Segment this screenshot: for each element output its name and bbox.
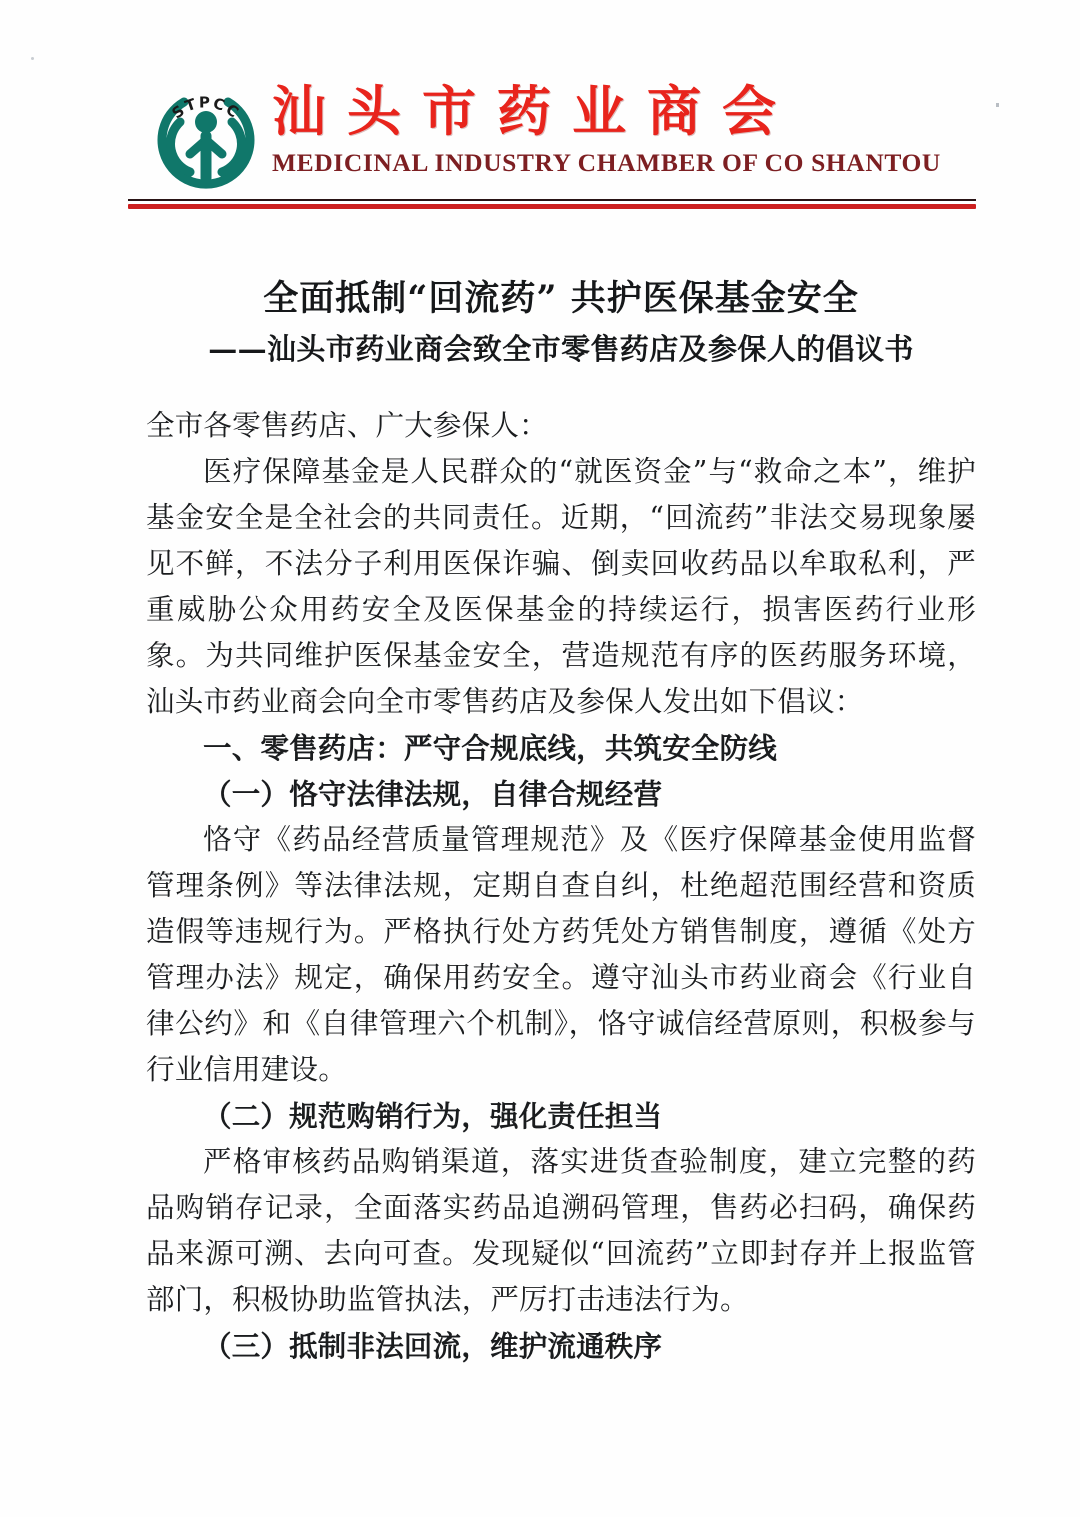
document-subtitle: ——汕头市药业商会致全市零售药店及参保人的倡议书	[208, 331, 914, 366]
org-name-chinese: 汕头市药业商会	[272, 79, 797, 143]
section-heading: 一、零售药店：严守合规底线，共筑安全防线	[203, 730, 778, 765]
document-content	[146, 276, 976, 1369]
paragraph: 医疗保障基金是人民群众的“就医资金”与“救命之本”，维护基金安全是全社会的共同责任。近期，“回流药”非法交易现象屡见不鲜，不法分子利用医保诈骗、倒卖回收药品以牟取私利，严重威胁公众用药安全及医保基金的持续运行，损害医药行业形象。为共同维护医保基金安全，营造规范有序的医药服务环境，汕头市药业商会向全市零售药店及参保人发出如下倡议：	[146, 454, 976, 718]
stpcc-emblem-icon	[146, 78, 266, 198]
document-body	[146, 403, 976, 1369]
paragraph: 恪守《药品经营质量管理规范》及《医疗保障基金使用监督管理条例》等法律法规，定期自查自纠，杜绝超范围经营和资质造假等违规行为。严格执行处方药凭处方销售制度，遵循《处方管理办法》规定，确保用药安全。遵守汕头市药业商会《行业自律公约》和《自律管理六个机制》，恪守诚信经营原则，积极参与行业信用建设。	[146, 822, 976, 1086]
chamber-logo	[146, 78, 266, 198]
subsection-heading: （二）规范购销行为，强化责任担当	[203, 1098, 663, 1133]
org-name-english: MEDICINAL INDUSTRY CHAMBER OF CO SHANTOU	[272, 147, 941, 177]
document-title: 全面抵制“回流药” 共护医保基金安全	[263, 278, 859, 319]
header-rule-red	[128, 204, 976, 209]
salutation: 全市各零售药店、广大参保人：	[146, 408, 548, 442]
organization-names	[272, 80, 992, 178]
subsection-heading: （三）抵制非法回流，维护流通秩序	[203, 1328, 663, 1363]
subsection-heading: （一）恪守法律法规，自律合规经营	[203, 776, 663, 811]
paragraph: 严格审核药品购销渠道，落实进货查验制度，建立完整的药品购销存记录，全面落实药品追溯码管理，售药必扫码，确保药品来源可溯、去向可查。发现疑似“回流药”立即封存并上报监管部门，积极协助监管执法，严厉打击违法行为。	[146, 1144, 976, 1316]
header-rule-dark	[128, 199, 976, 201]
stpcc-arc-text: STPCC	[168, 93, 244, 123]
letterhead	[0, 0, 1080, 215]
